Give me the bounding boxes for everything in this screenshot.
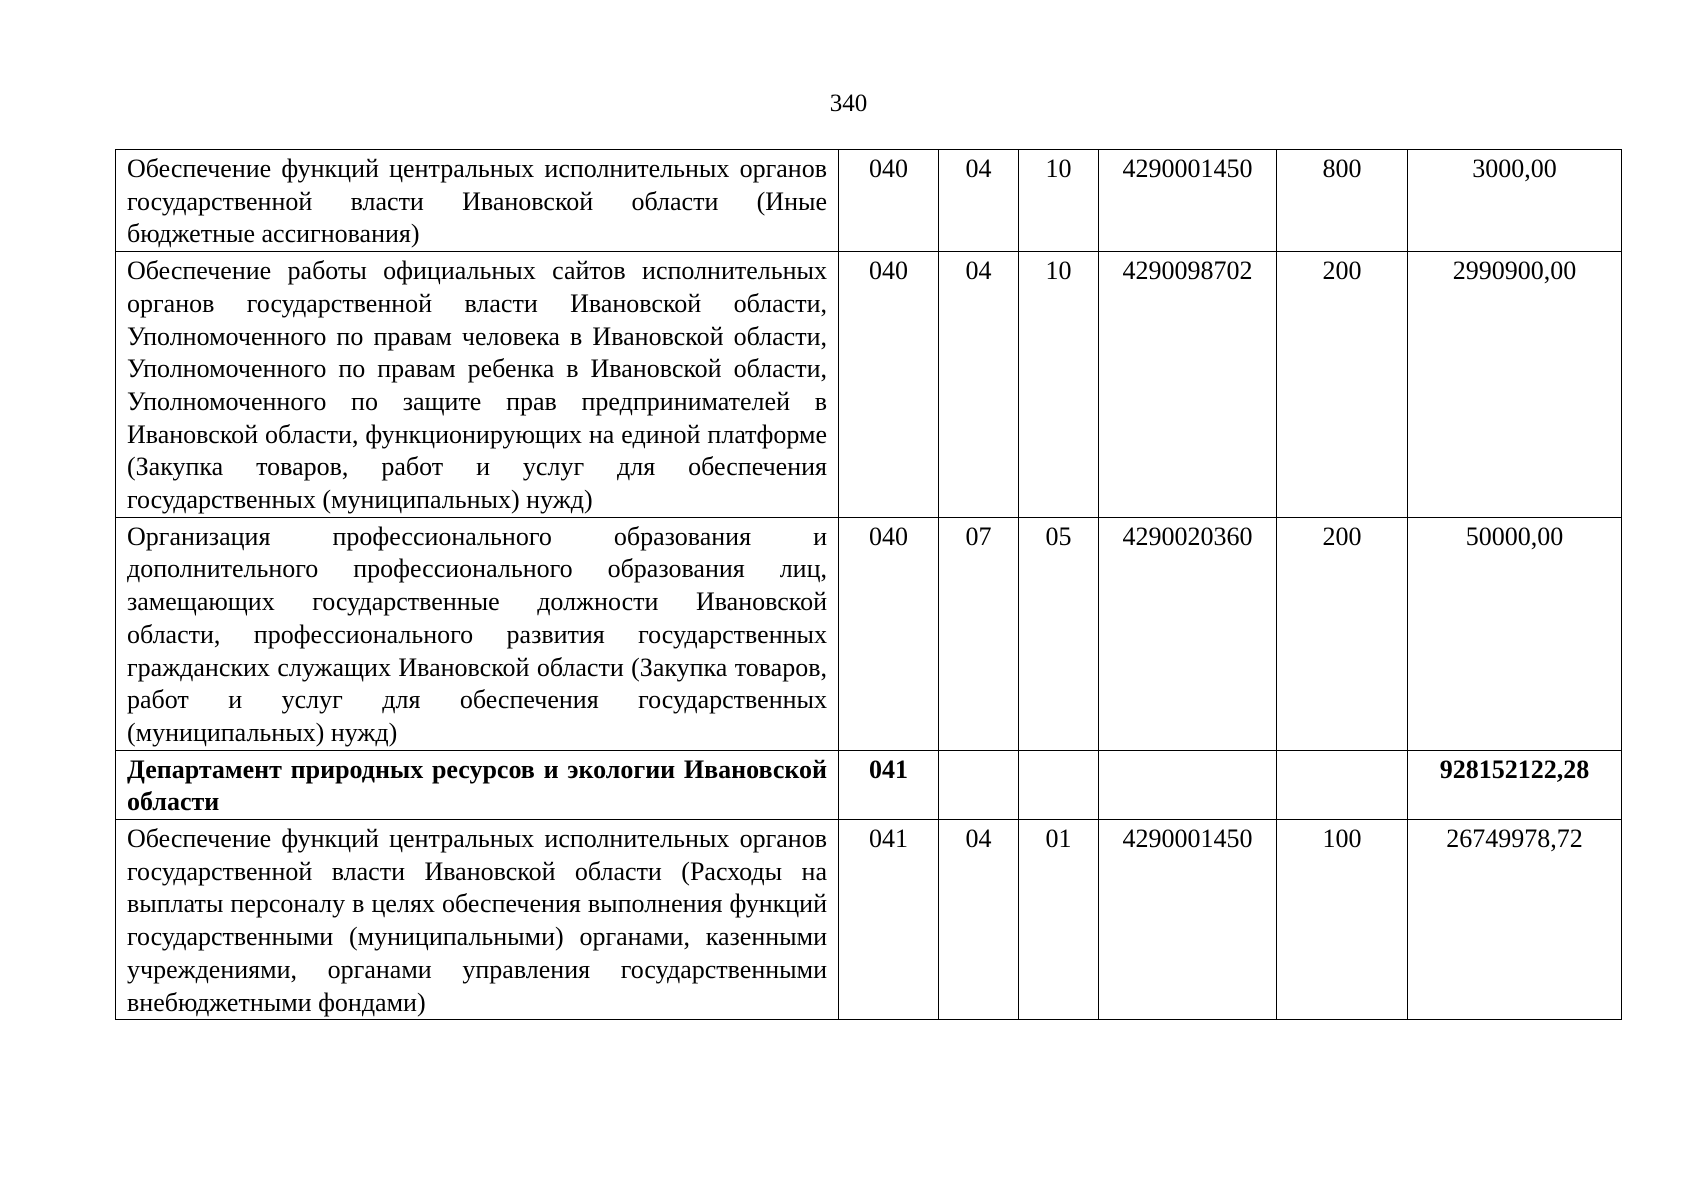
description-cell: Обеспечение функций центральных исполнительных органов государственной власти Ивановской области (Расходы на выплаты персоналу в целях обеспечения выполнения функций государственными (муниципальными) органами, казенными учреждениями, органами управления государственными внебюджетными фондами) [116, 820, 839, 1020]
table-row [116, 150, 1622, 252]
ministry-code-cell: 041 [839, 820, 939, 1020]
subsection-code-cell: 10 [1019, 150, 1099, 252]
ministry-code-cell: 041 [839, 750, 939, 819]
section-code-cell: 04 [939, 252, 1019, 518]
page-number: 340 [829, 90, 868, 117]
expense-type-cell: 200 [1277, 517, 1408, 750]
ministry-code-cell: 040 [839, 150, 939, 252]
amount-cell: 928152122,28 [1408, 750, 1622, 819]
section-code-cell: 04 [939, 150, 1019, 252]
table-row [116, 252, 1622, 518]
expense-type-cell: 800 [1277, 150, 1408, 252]
section-code-cell: 07 [939, 517, 1019, 750]
target-article-cell: 4290001450 [1099, 820, 1277, 1020]
target-article-cell: 4290001450 [1099, 150, 1277, 252]
description-cell: Обеспечение работы официальных сайтов исполнительных органов государственной власти Ивановской области, Уполномоченного по правам человека в Ивановской области, Уполномоченного по правам ребенка в Ивановской области, Уполномоченного по защите прав предпринимателей в Ивановской области, функционирующих на единой платформе (Закупка товаров, работ и услуг для обеспечения государственных (муниципальных) нужд) [116, 252, 839, 518]
budget-table [115, 149, 1622, 1020]
ministry-code-cell: 040 [839, 517, 939, 750]
section-code-cell: 04 [939, 820, 1019, 1020]
table-row [116, 750, 1622, 819]
target-article-cell: 4290098702 [1099, 252, 1277, 518]
subsection-code-cell [1019, 750, 1099, 819]
subsection-code-cell: 05 [1019, 517, 1099, 750]
description-cell: Обеспечение функций центральных исполнительных органов государственной власти Ивановской области (Иные бюджетные ассигнования) [116, 150, 839, 252]
section-code-cell [939, 750, 1019, 819]
subsection-code-cell: 01 [1019, 820, 1099, 1020]
description-cell: Департамент природных ресурсов и экологии Ивановской области [116, 750, 839, 819]
amount-cell: 26749978,72 [1408, 820, 1622, 1020]
ministry-code-cell: 040 [839, 252, 939, 518]
budget-table-body [116, 150, 1622, 1020]
amount-cell: 50000,00 [1408, 517, 1622, 750]
description-cell: Организация профессионального образования и дополнительного профессионального образования лиц, замещающих государственные должности Ивановской области, профессионального развития государственных гражданских служащих Ивановской области (Закупка товаров, работ и услуг для обеспечения государственных (муниципальных) нужд) [116, 517, 839, 750]
target-article-cell: 4290020360 [1099, 517, 1277, 750]
expense-type-cell: 100 [1277, 820, 1408, 1020]
expense-type-cell [1277, 750, 1408, 819]
table-row [116, 820, 1622, 1020]
subsection-code-cell: 10 [1019, 252, 1099, 518]
table-row [116, 517, 1622, 750]
target-article-cell [1099, 750, 1277, 819]
amount-cell: 3000,00 [1408, 150, 1622, 252]
amount-cell: 2990900,00 [1408, 252, 1622, 518]
expense-type-cell: 200 [1277, 252, 1408, 518]
